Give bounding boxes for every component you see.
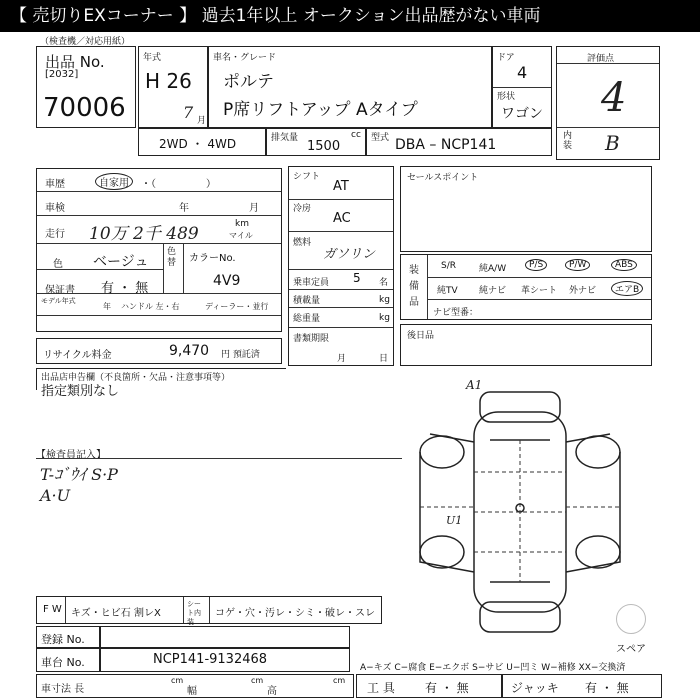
tools-label: 工 具 xyxy=(367,681,395,695)
tools-value: 有 ・ 無 xyxy=(425,681,469,695)
color-code-label: カラーNo. xyxy=(189,253,236,264)
fw-box xyxy=(36,596,382,624)
model-year-label: モデル年式 xyxy=(41,297,76,305)
inspector-note2: A·U xyxy=(40,486,71,505)
sales-point-label: セールスポイント xyxy=(407,173,479,183)
first-reg-month: 月 xyxy=(337,354,347,364)
inspection-year: 年 xyxy=(179,203,189,214)
banner: 【 売切りEXコーナー 】 過去1年以上 オークション出品歴がない車両 xyxy=(0,0,700,32)
declaration-box xyxy=(36,368,286,399)
drive-value: 2WD ・ 4WD xyxy=(159,137,237,151)
model-year-dealer: ディーラー・並行 xyxy=(205,302,269,311)
chassis-value-box xyxy=(100,648,350,672)
declaration-label: 出品店申告欄（不良箇所・欠品・注意事項等） xyxy=(41,373,231,383)
recycle-box xyxy=(36,338,282,364)
chassis-label: 車台 No. xyxy=(41,656,85,669)
mileage-unit-mile: マイル xyxy=(229,231,253,240)
equip-navi: 純ナビ xyxy=(479,286,507,296)
color-change-label: 色替 xyxy=(167,247,177,268)
car-diagram xyxy=(402,382,632,642)
name-model: ポルテ xyxy=(223,72,274,92)
inspection-label: 車検 xyxy=(45,203,65,214)
displacement-unit: cc xyxy=(351,130,361,140)
year-month-suffix: 月 xyxy=(197,116,207,126)
mileage-unit-km: km xyxy=(235,219,249,229)
dims-h: 高 xyxy=(267,686,277,697)
equipment-box xyxy=(400,254,652,320)
lot-sub: [2032] xyxy=(45,69,79,80)
equip-ps: P/S xyxy=(525,259,547,271)
model-year-handle: ハンドル 左・右 xyxy=(121,302,180,311)
color-label: 色 xyxy=(53,259,63,270)
doors-value: 4 xyxy=(517,63,528,82)
fw-seat-items: コゲ・穴・汚レ・シミ・破レ・スレ xyxy=(215,608,375,619)
shift-value: AT xyxy=(333,179,349,194)
model-code-value: DBA – NCP141 xyxy=(395,137,497,153)
legend: A−キズ C−腐食 E−エクボ S−サビ U−凹ミ W−補修 XX−交換済 xyxy=(360,663,626,673)
first-reg-day: 日 xyxy=(379,354,389,364)
chassis-value: NCP141-9132468 xyxy=(153,652,268,667)
lot-number: 70006 xyxy=(43,93,126,123)
dims-cm-1: cm xyxy=(171,676,184,685)
spare-label: スペア xyxy=(616,644,646,655)
weight-label: 総重量 xyxy=(293,314,321,324)
capacity-unit: 名 xyxy=(379,278,389,288)
capacity-label: 乗車定員 xyxy=(293,278,330,288)
warranty-label: 保証書 xyxy=(45,285,75,296)
inspection-month: 月 xyxy=(249,203,259,214)
mileage-label: 走行 xyxy=(45,229,65,240)
model-year-year: 年 xyxy=(103,302,111,311)
equip-sr: S/R xyxy=(441,261,456,271)
detail-table xyxy=(36,168,282,332)
displacement-box xyxy=(266,128,366,156)
weight-unit: kg xyxy=(379,313,390,323)
recycle-value: 9,470 xyxy=(169,343,210,359)
year-label: 年式 xyxy=(143,53,162,63)
mileage-value: 10万 2千 489 xyxy=(89,224,199,244)
year-era: H 26 xyxy=(145,69,192,93)
interior-value: B xyxy=(605,131,620,155)
first-reg-label: 書類期限 xyxy=(293,334,330,344)
sales-point-box xyxy=(400,166,652,252)
dims-cm-3: cm xyxy=(333,676,346,685)
doors-label: ドア xyxy=(497,53,515,63)
shift-label: シフト xyxy=(293,172,321,182)
inspector-note1: T-ｺﾞｳｲ S·P xyxy=(40,465,118,484)
later-box xyxy=(400,324,652,366)
score-label: 評価点 xyxy=(587,54,615,64)
jack-box xyxy=(502,674,662,698)
fuel-value: ガソリン xyxy=(323,247,376,262)
jack-value: 有 ・ 無 xyxy=(585,681,629,695)
year-box xyxy=(138,46,208,128)
interior-label: 内装 xyxy=(563,131,573,151)
model-code-label: 型式 xyxy=(371,133,390,143)
chassis-box xyxy=(36,648,100,672)
displacement-value: 1500 xyxy=(307,139,341,154)
fw-seat-label: シート内装 xyxy=(187,600,201,626)
recycle-label: リサイクル料金 xyxy=(43,350,112,361)
declaration-value: 指定類別なし xyxy=(41,384,120,399)
drive-box xyxy=(138,128,266,156)
equip-ext-navi: 外ナビ xyxy=(569,286,597,296)
name-box xyxy=(208,46,492,128)
score-box xyxy=(556,46,660,160)
equip-aw: 純A/W xyxy=(479,264,507,274)
dims-w: 幅 xyxy=(187,686,197,697)
equip-navi-model: ナビ型番： xyxy=(433,308,479,318)
year-month: 7 xyxy=(183,103,194,122)
mark-side: U1 xyxy=(446,514,463,527)
header-small: （検査機／対応用紙） xyxy=(40,37,131,47)
equip-pw: P/W xyxy=(565,259,590,271)
history-value: 自家用 xyxy=(95,173,133,190)
registration-label: 登録 No. xyxy=(41,633,85,646)
load-label: 積載量 xyxy=(293,296,321,306)
aircon-label: 冷房 xyxy=(293,204,312,214)
capacity-value: 5 xyxy=(353,271,361,285)
later-label: 後日品 xyxy=(407,331,435,341)
color-code: 4V9 xyxy=(213,273,241,289)
equip-leather: 革シート xyxy=(521,286,558,296)
mark-front: A1 xyxy=(466,378,483,392)
tools-box xyxy=(356,674,502,698)
name-label: 車名・グレード xyxy=(213,53,277,63)
equip-airbag: エアB xyxy=(611,281,643,296)
history-label: 車歴 xyxy=(45,179,65,190)
doors-box xyxy=(492,46,552,128)
equipment-label: 装備品 xyxy=(409,265,419,308)
history-rest: ・（ ） xyxy=(141,179,216,190)
dims-cm-2: cm xyxy=(251,676,264,685)
aircon-value: AC xyxy=(333,211,351,226)
shape-label: 形状 xyxy=(497,92,516,102)
registration-box xyxy=(36,626,100,648)
jack-label: ジャッキ xyxy=(511,681,559,695)
model-code-box xyxy=(366,128,552,156)
fuel-label: 燃料 xyxy=(293,238,312,248)
inspector-label: 【検査員記入】 xyxy=(36,450,106,461)
lot-box xyxy=(36,46,136,128)
equip-abs: ABS xyxy=(611,259,637,271)
fw-items: キズ・ヒビ石 割レX xyxy=(71,608,161,619)
mid-table xyxy=(288,166,394,366)
warranty-value: 有 ・ 無 xyxy=(101,281,149,296)
registration-value-box xyxy=(100,626,350,648)
shape-value: ワゴン xyxy=(501,106,543,122)
spare-tire-icon xyxy=(616,604,646,634)
dims-box xyxy=(36,674,354,698)
dims-label: 車寸法 長 xyxy=(41,684,85,695)
color-value: ベージュ xyxy=(93,254,149,270)
score-value: 4 xyxy=(601,75,627,121)
fw-label: F W xyxy=(43,604,62,615)
name-grade: P席リフトアップ Aタイプ xyxy=(223,100,418,120)
displacement-label: 排気量 xyxy=(271,133,299,143)
recycle-unit: 円 預託済 xyxy=(221,350,260,360)
load-unit: kg xyxy=(379,295,390,305)
lot-label: 出品 No. xyxy=(45,53,105,71)
equip-tv: 純TV xyxy=(437,286,458,296)
